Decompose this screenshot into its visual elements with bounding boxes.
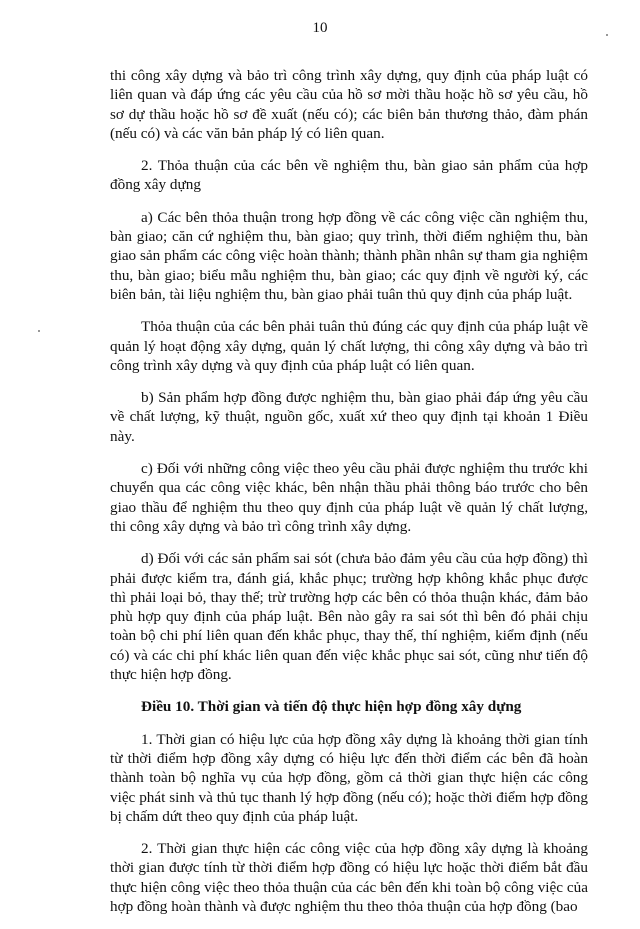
article-heading: Điều 10. Thời gian và tiến độ thực hiện hợp đồng xây dựng xyxy=(141,698,522,716)
paragraph-agreement-compliance: Thỏa thuận của các bên phải tuân thủ đúng các quy định của pháp luật về quản lý hoạt động xây dựng, quản lý chất lượng, thi công xây dựng và bảo trì công trình xây dựng và quy định của pháp luật có liên quan. xyxy=(110,318,588,374)
paragraph-clause-2: 2. Thỏa thuận của các bên về nghiệm thu, bàn giao sản phẩm của hợp đồng xây dựng xyxy=(110,157,588,194)
paragraph-point-d: d) Đối với các sản phẩm sai sót (chưa bảo đảm yêu cầu của hợp đồng) thì phải được kiểm tra, đánh giá, khắc phục; trường hợp không khắc phục được thì phải loại bỏ, thay thế; trừ trường hợp các bên có thỏa thuận khác, đảm bảo phù hợp quy định của pháp luật. Bên nào gây ra sai sót thì bên đó phải chịu toàn bộ chi phí liên quan đến khắc phục, thay thế, thí nghiệm, kiểm định (nếu có) và các chi phí khác liên quan đến việc khắc phục sai sót, cũng như tiến độ thực hiện hợp đồng. xyxy=(110,550,588,684)
paragraph-point-c: c) Đối với những công việc theo yêu cầu phải được nghiệm thu trước khi chuyển qua các công việc khác, bên nhận thầu phải thông báo trước cho bên giao thầu để nghiệm thu theo quy định của pháp luật về quản lý chất lượng, thi công xây dựng và bảo trì công trình xây dựng. xyxy=(110,460,588,535)
document-body xyxy=(110,66,588,929)
page-number: 10 xyxy=(312,20,328,36)
paragraph-article-10-clause-2: 2. Thời gian thực hiện các công việc của hợp đồng xây dựng là khoảng thời gian được tính từ thời điểm hợp đồng có hiệu lực hoặc thời điểm bắt đầu thực hiện công việc theo thỏa thuận của các bên đến khi toàn bộ công việc của hợp đồng hoàn thành và được nghiệm thu theo thỏa thuận của hợp đồng (bao xyxy=(110,840,588,915)
paragraph-article-10-clause-1: 1. Thời gian có hiệu lực của hợp đồng xây dựng là khoảng thời gian tính từ thời điểm hợp đồng xây dựng có hiệu lực đến thời điểm các bên đã hoàn thành toàn bộ nghĩa vụ của hợp đồng, gồm cả thời gian thực hiện các công việc phát sinh và thủ tục thanh lý hợp đồng (nếu có); hoặc thời điểm hợp đồng bị chấm dứt theo quy định của pháp luật. xyxy=(110,730,588,825)
paragraph-point-a: a) Các bên thỏa thuận trong hợp đồng về các công việc cần nghiệm thu, bàn giao; căn cứ nghiệm thu, bàn giao; quy trình, thời điểm nghiệm thu, bàn giao sản phẩm các công việc hoàn thành; thành phần nhân sự tham gia nghiệm thu, bàn giao; biểu mẫu nghiệm thu, bàn giao; các quy định về người ký, các biên bản, tài liệu nghiệm thu, bàn giao phải tuân thủ quy định của pháp luật. xyxy=(110,208,588,303)
scan-speck xyxy=(606,34,608,36)
paragraph-point-b: b) Sản phẩm hợp đồng được nghiệm thu, bàn giao phải đáp ứng yêu cầu về chất lượng, kỹ thuật, nguồn gốc, xuất xứ theo quy định tại khoản 1 Điều này. xyxy=(110,389,588,445)
scan-speck xyxy=(38,330,40,332)
paragraph-continuation: thi công xây dựng và bảo trì công trình xây dựng, quy định của pháp luật có liên quan và đáp ứng các yêu cầu của hồ sơ mời thầu hoặc hồ sơ yêu cầu, hồ sơ dự thầu hoặc hồ sơ đề xuất (nếu có); các biên bản thương thảo, đàm phán (nếu có) và các văn bản pháp lý có liên quan. xyxy=(110,67,588,142)
